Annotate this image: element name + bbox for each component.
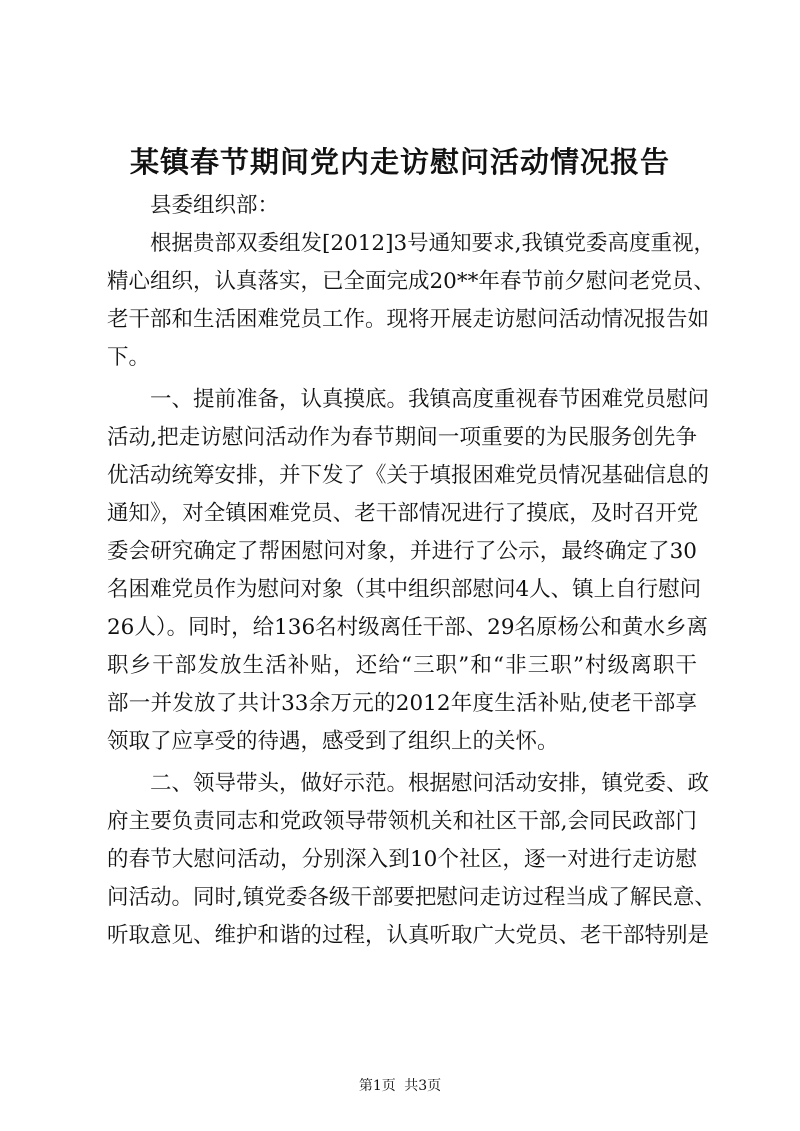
paragraph-2-line-1: 一、提前准备，认真摸底。我镇高度重视春节困难党员慰问: [150, 387, 710, 412]
paragraph-2-line-6: 名困难党员作为慰问对象（其中组织部慰问4人、镇上自行慰问: [107, 577, 702, 602]
page-total: 共3页: [404, 1078, 442, 1094]
document-title: 某镇春节期间党内走访慰问活动情况报告: [129, 145, 670, 179]
paragraph-2-line-3: 优活动统筹安排，并下发了《关于填报困难党员情况基础信息的: [107, 463, 710, 488]
paragraph-3-line-2: 府主要负责同志和党政领导带领机关和社区干部,会同民政部门: [107, 809, 697, 834]
paragraph-1-line-2: 精心组织，认真落实，已全面完成20**年春节前夕慰问老党员、: [107, 269, 715, 294]
paragraph-2-line-8: 职乡干部发放生活补贴，还给“三职”和“非三职”村级离职干: [107, 653, 697, 678]
paragraph-1-line-3: 老干部和生活困难党员工作。现将开展走访慰问活动情况报告如: [107, 307, 710, 332]
paragraph-1-line-4: 下。: [107, 345, 151, 370]
paragraph-2-line-9: 部一并发放了共计33余万元的2012年度生活补贴,使老干部享: [107, 691, 697, 716]
paragraph-3-line-4: 问活动。同时,镇党委各级干部要把慰问走访过程当成了解民意、: [107, 885, 716, 910]
paragraph-2-line-10: 领取了应享受的待遇，感受到了组织上的关怀。: [107, 729, 559, 754]
salutation: 县委组织部：: [150, 193, 280, 218]
paragraph-3-line-5: 听取意见、维护和谐的过程，认真听取广大党员、老干部特别是: [107, 923, 710, 948]
paragraph-2-line-5: 委会研究确定了帮困慰问对象，并进行了公示，最终确定了30: [107, 539, 697, 564]
paragraph-3-line-3: 的春节大慰问活动，分别深入到10个社区，逐一对进行走访慰: [107, 847, 697, 872]
paragraph-2-line-7: 26人）。同时，给136名村级离任干部、29名原杨公和黄水乡离: [107, 615, 709, 640]
paragraph-1-line-1: 根据贵部双委组发[2012]3号通知要求,我镇党委高度重视，: [150, 231, 716, 256]
page-number: 第1页: [358, 1078, 396, 1094]
paragraph-2-line-2: 活动,把走访慰问活动作为春节期间一项重要的为民服务创先争: [107, 425, 697, 450]
page-footer: [0, 1076, 800, 1096]
document-body: [107, 187, 716, 955]
paragraph-2-line-4: 通知》，对全镇困难党员、老干部情况进行了摸底，及时召开党: [107, 501, 699, 526]
paragraph-3-line-1: 二、领导带头，做好示范。根据慰问活动安排，镇党委、政: [150, 771, 710, 796]
